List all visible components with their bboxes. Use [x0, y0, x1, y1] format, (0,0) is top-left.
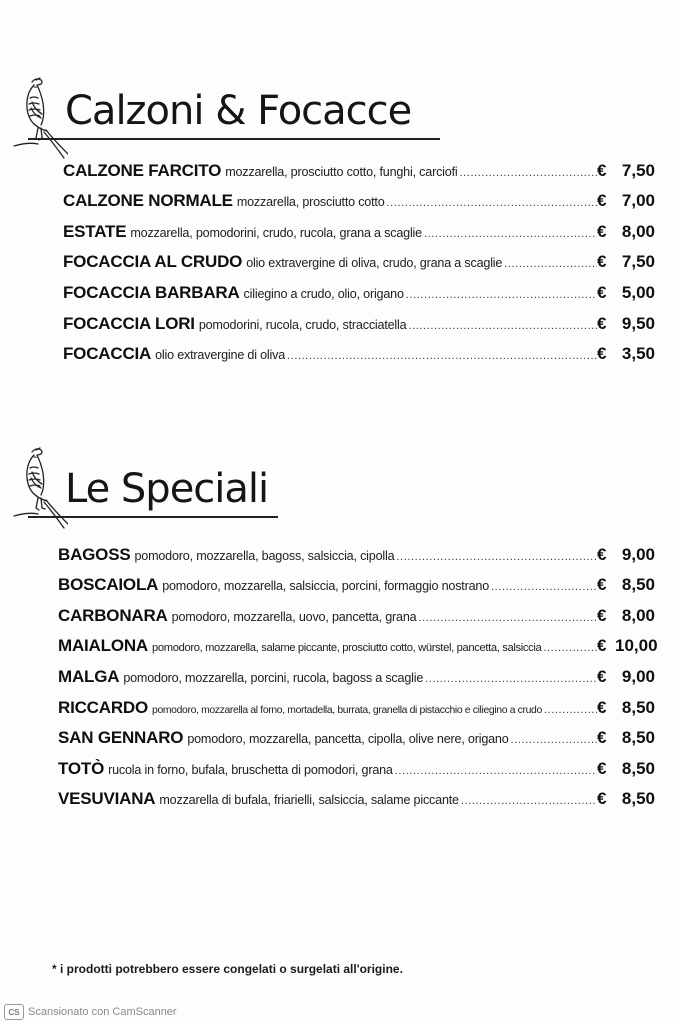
currency-symbol: €	[597, 252, 607, 272]
menu-item	[63, 303, 655, 334]
item-name: FOCACCIA AL CRUDO	[63, 252, 243, 272]
item-description: mozzarella, prosciutto cotto, funghi, carciofi	[225, 164, 458, 179]
section-title: Le Speciali	[65, 466, 269, 512]
header-divider	[28, 138, 440, 140]
menu-item	[63, 150, 655, 181]
item-name: CARBONARA	[58, 605, 168, 625]
item-price: 7,50	[621, 160, 655, 180]
menu-item	[63, 242, 655, 273]
section-title: Calzoni & Focacce	[65, 88, 412, 134]
item-price: 7,00	[621, 191, 655, 211]
menu-item	[58, 595, 655, 626]
camscanner-logo-icon: CS	[4, 1004, 24, 1020]
menu-item	[58, 534, 655, 565]
footnote: * i prodotti potrebbero essere congelati o surgelati all'origine.	[52, 962, 403, 976]
item-price: 3,50	[621, 344, 655, 364]
item-description: pomodoro, mozzarella, salame piccante, prosciutto cotto, würstel, pancetta, salsiccia	[152, 642, 542, 655]
menu-list-speciali	[58, 534, 658, 809]
currency-symbol: €	[597, 728, 607, 748]
menu-item	[58, 656, 655, 687]
item-name: FOCACCIA	[63, 344, 152, 364]
dot-leader	[511, 734, 597, 746]
section-header-calzoni	[10, 72, 440, 162]
item-price: 8,50	[621, 789, 655, 809]
section-header-speciali	[10, 442, 440, 532]
item-name: MAIALONA	[58, 636, 148, 656]
item-price: 7,50	[621, 252, 655, 272]
currency-symbol: €	[597, 344, 607, 364]
currency-symbol: €	[597, 697, 607, 717]
menu-list-calzoni	[63, 150, 655, 364]
item-price: 8,50	[621, 758, 655, 778]
item-name: FOCACCIA BARBARA	[63, 282, 240, 302]
item-name: SAN GENNARO	[58, 728, 184, 748]
dot-leader	[418, 612, 597, 624]
item-description: ciliegino a crudo, olio, origano	[243, 286, 404, 301]
currency-symbol: €	[597, 282, 607, 302]
item-name: MALGA	[58, 666, 120, 686]
currency-symbol: €	[597, 758, 607, 778]
scanner-watermark	[4, 1004, 177, 1020]
item-name: BOSCAIOLA	[58, 575, 159, 595]
item-price: 5,00	[621, 282, 655, 302]
item-name: FOCACCIA LORI	[63, 313, 195, 333]
currency-symbol: €	[597, 544, 607, 564]
pheasant-icon	[10, 442, 68, 538]
item-description: pomodoro, mozzarella, pancetta, cipolla, olive nere, origano	[187, 732, 509, 747]
menu-item	[63, 181, 655, 212]
item-description: olio extravergine di oliva, crudo, grana a scaglie	[246, 256, 503, 271]
item-price: 8,00	[621, 221, 655, 241]
item-price: 9,00	[621, 544, 655, 564]
dot-leader	[544, 704, 597, 716]
header-divider	[28, 516, 278, 518]
menu-item	[58, 626, 658, 657]
item-description: mozzarella, pomodorini, crudo, rucola, grana a scaglie	[130, 225, 422, 240]
item-description: mozzarella di bufala, friarielli, salsiccia, salame piccante	[159, 793, 459, 808]
item-name: BAGOSS	[58, 544, 131, 564]
item-name: RICCARDO	[58, 697, 149, 717]
menu-item	[58, 748, 655, 779]
currency-symbol: €	[597, 605, 607, 625]
item-name: CALZONE NORMALE	[63, 191, 233, 211]
item-description: olio extravergine di oliva	[155, 348, 286, 363]
item-price: 8,50	[621, 697, 655, 717]
menu-item	[58, 718, 655, 749]
currency-symbol: €	[597, 575, 607, 595]
item-name: VESUVIANA	[58, 789, 156, 809]
item-description: pomodoro, mozzarella, salsiccia, porcini, formaggio nostrano	[162, 579, 489, 594]
item-price: 8,50	[621, 728, 655, 748]
dot-leader	[425, 673, 597, 685]
dot-leader	[461, 795, 597, 807]
dot-leader	[395, 765, 597, 777]
item-description: pomodoro, mozzarella al forno, mortadella, burrata, granella di pistacchio e ciliegino a crudo	[152, 704, 542, 716]
dot-leader	[491, 581, 597, 593]
dot-leader	[459, 167, 597, 179]
dot-leader	[424, 228, 597, 240]
menu-item	[63, 272, 655, 303]
dot-leader	[406, 289, 597, 301]
item-description: mozzarella, prosciutto cotto	[236, 195, 385, 210]
dot-leader	[543, 642, 597, 654]
menu-item	[63, 334, 655, 365]
menu-item	[58, 779, 655, 810]
dot-leader	[387, 197, 597, 209]
pheasant-icon	[10, 72, 68, 168]
item-price: 8,00	[621, 605, 655, 625]
dot-leader	[408, 320, 597, 332]
menu-item	[58, 565, 655, 596]
watermark-text: Scansionato con CamScanner	[28, 1006, 177, 1018]
dot-leader	[287, 350, 597, 362]
currency-symbol: €	[597, 313, 607, 333]
currency-symbol: €	[597, 666, 607, 686]
currency-symbol: €	[597, 789, 607, 809]
item-price: 8,50	[621, 575, 655, 595]
dot-leader	[396, 551, 597, 563]
currency-symbol: €	[597, 221, 607, 241]
item-description: pomodoro, mozzarella, uovo, pancetta, grana	[171, 609, 417, 624]
currency-symbol: €	[597, 191, 607, 211]
item-price: 9,50	[621, 313, 655, 333]
item-description: rucola in forno, bufala, bruschetta di pomodori, grana	[108, 762, 393, 777]
dot-leader	[504, 258, 597, 270]
item-name: CALZONE FARCITO	[63, 160, 222, 180]
item-name: TOTÒ	[58, 758, 105, 778]
menu-item	[63, 211, 655, 242]
currency-symbol: €	[597, 160, 607, 180]
item-description: pomodorini, rucola, crudo, stracciatella	[198, 317, 407, 332]
item-description: pomodoro, mozzarella, bagoss, salsiccia, cipolla	[134, 548, 395, 563]
item-description: pomodoro, mozzarella, porcini, rucola, bagoss a scaglie	[123, 670, 424, 685]
item-name: ESTATE	[63, 221, 127, 241]
menu-item	[58, 687, 655, 718]
item-price: 9,00	[621, 666, 655, 686]
currency-symbol: €	[597, 636, 607, 656]
item-price: 10,00	[615, 636, 658, 656]
